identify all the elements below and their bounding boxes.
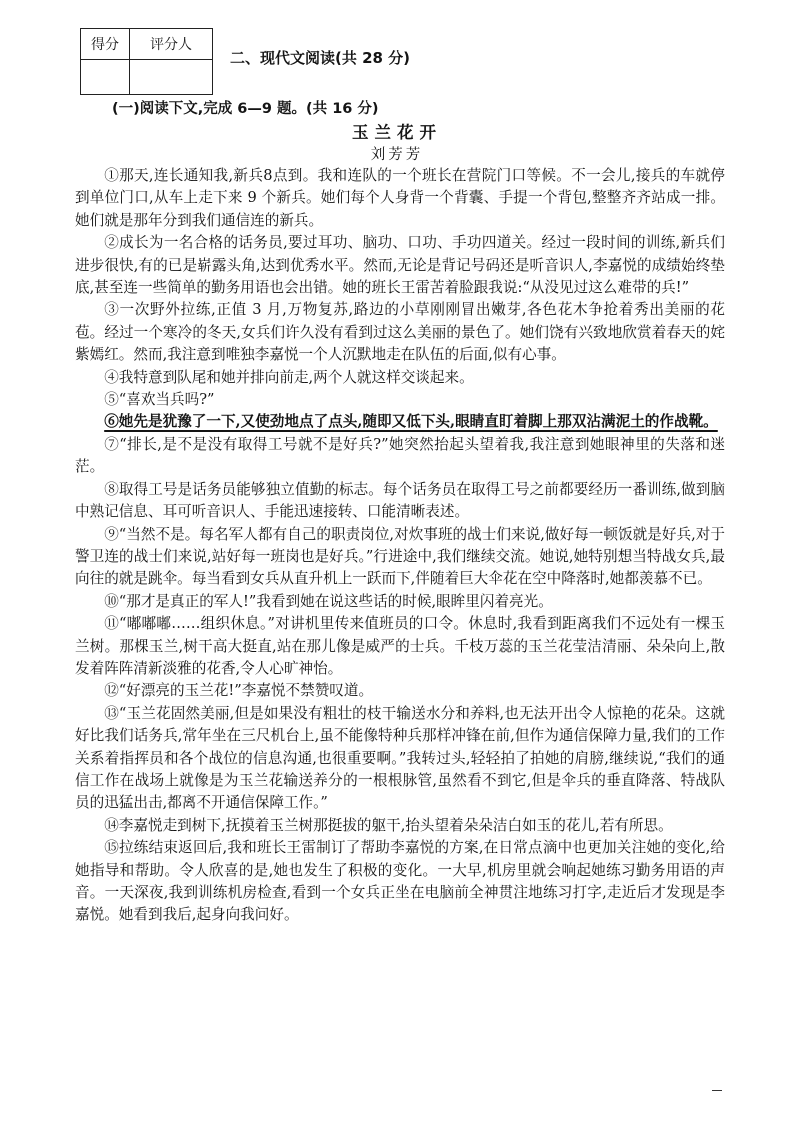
paragraph-2: ②成长为一名合格的话务员,要过耳功、脑功、口功、手功四道关。经过一段时间的训练,新兵们进步很快,有的已是崭露头角,达到优秀水平。然而,无论是背记号码还是听音识人,李嘉悦的成绩始终垫底,甚至连一些简单的勤务用语也会出错。她的班长王雷苦着脸跟我说:“从没见过这么难带的兵!” — [75, 234, 725, 297]
paragraph-5: ⑤“喜欢当兵吗?” — [104, 391, 215, 409]
paragraph-3: ③一次野外拉练,正值 3 月,万物复苏,路边的小草刚刚冒出嫩芽,各色花木争抢着秀出美丽的花苞。经过一个寒冷的冬天,女兵们许久没有看到过这么美丽的景色了。她们饶有兴致地欣赏着春天的姹紫嫣红。然而,我注意到唯独李嘉悦一个人沉默地走在队伍的后面,似有心事。 — [75, 301, 725, 364]
score-label: 得分 — [81, 29, 130, 60]
question-instructions: (一)阅读下文,完成 6—9 题。(共 16 分) — [112, 101, 379, 117]
paragraph-10: ⑩“那才是真正的军人!”我看到她在说这些话的时候,眼眸里闪着亮光。 — [104, 592, 553, 610]
paragraph-15: ⑮拉练结束返回后,我和班长王雷制订了帮助李嘉悦的方案,在日常点滴中也更加关注她的变化,给她指导和帮助。令人欣喜的是,她也发生了积极的变化。一大早,机房里就会响起她练习勤务用语的声音。一天深夜,我到训练机房检查,看到一个女兵正坐在电脑前全神贯注地练习打字,走近后才发现是李嘉悦。她看到我后,起身向我问好。 — [75, 839, 725, 924]
paragraph-7: ⑦“排长,是不是没有取得工号就不是好兵?”她突然抬起头望着我,我注意到她眼神里的失落和迷茫。 — [75, 435, 725, 476]
score-cell — [81, 60, 130, 95]
paragraph-14: ⑭李嘉悦走到树下,抚摸着玉兰树那挺拔的躯干,抬头望着朵朵洁白如玉的花儿,若有所思。 — [104, 816, 673, 834]
article-body — [75, 165, 725, 927]
section-heading: 二、现代文阅读(共 28 分) — [230, 49, 411, 67]
grader-cell — [130, 60, 213, 95]
paragraph-9: ⑨“当然不是。每名军人都有自己的职责岗位,对炊事班的战士们来说,做好每一顿饭就是好兵,对于警卫连的战士们来说,站好每一班岗也是好兵。”行进途中,我们继续交流。她说,她特别想当特战女兵,最向往的就是跳伞。每当看到女兵从直升机上一跃而下,伴随着巨大伞花在空中降落时,她都羡慕不已。 — [75, 525, 725, 588]
paragraph-11: ⑪“嘟嘟嘟……组织休息。”对讲机里传来值班员的口令。休息时,我看到距离我们不远处有一棵玉兰树。那棵玉兰,树干高大挺直,站在那儿像是威严的士兵。千枝万蕊的玉兰花莹洁清丽、朵朵向上,散发着阵阵清新淡雅的花香,令人心旷神怡。 — [75, 615, 725, 677]
paragraph-8: ⑧取得工号是话务员能够独立值勤的标志。每个话务员在取得工号之前都要经历一番训练,做到脑中熟记信息、耳可听音识人、手能迅速接转、口能清晰表述。 — [75, 480, 725, 521]
score-box — [80, 28, 213, 95]
article-title: 玉兰花开 — [352, 123, 442, 142]
paragraph-1: ①那天,连长通知我,新兵8点到。我和连队的一个班长在营院门口等候。不一会儿,接兵的车就停到单位门口,从车上走下来 9 个新兵。她们每个人身背一个背囊、手提一个背包,整整齐齐站成一排。她们就是那年分到我们通信连的新兵。 — [75, 167, 725, 229]
paragraph-6-underlined — [75, 411, 725, 433]
paragraph-12: ⑫“好漂亮的玉兰花!”李嘉悦不禁赞叹道。 — [104, 682, 374, 700]
paragraph-13: ⑬“玉兰花固然美丽,但是如果没有粗壮的枝干输送水分和养料,也无法开出令人惊艳的花朵。这就好比我们话务兵,常年坐在三尺机台上,虽不能像特种兵那样冲锋在前,但作为通信保障力量,我们的工作关系着指挥员和各个战位的信息沟通,也很重要啊。”我转过头,轻轻拍了拍她的肩膀,继续说,“我们的通信工作在战场上就像是为玉兰花输送养分的一根根脉管,虽然看不到它,但是伞兵的垂直降落、特战队员的迅猛出击,都离不开通信保障工作。” — [75, 704, 725, 812]
underlined-sentence: ⑥她先是犹豫了一下,又使劲地点了点头,随即又低下头,眼睛直盯着脚上那双沾满泥土的作战靴。 — [104, 413, 718, 431]
page-marker — [712, 1090, 722, 1091]
article-author: 刘芳芳 — [370, 147, 424, 163]
paragraph-4: ④我特意到队尾和她并排向前走,两个人就这样交谈起来。 — [104, 368, 474, 386]
grader-label: 评分人 — [130, 29, 213, 60]
